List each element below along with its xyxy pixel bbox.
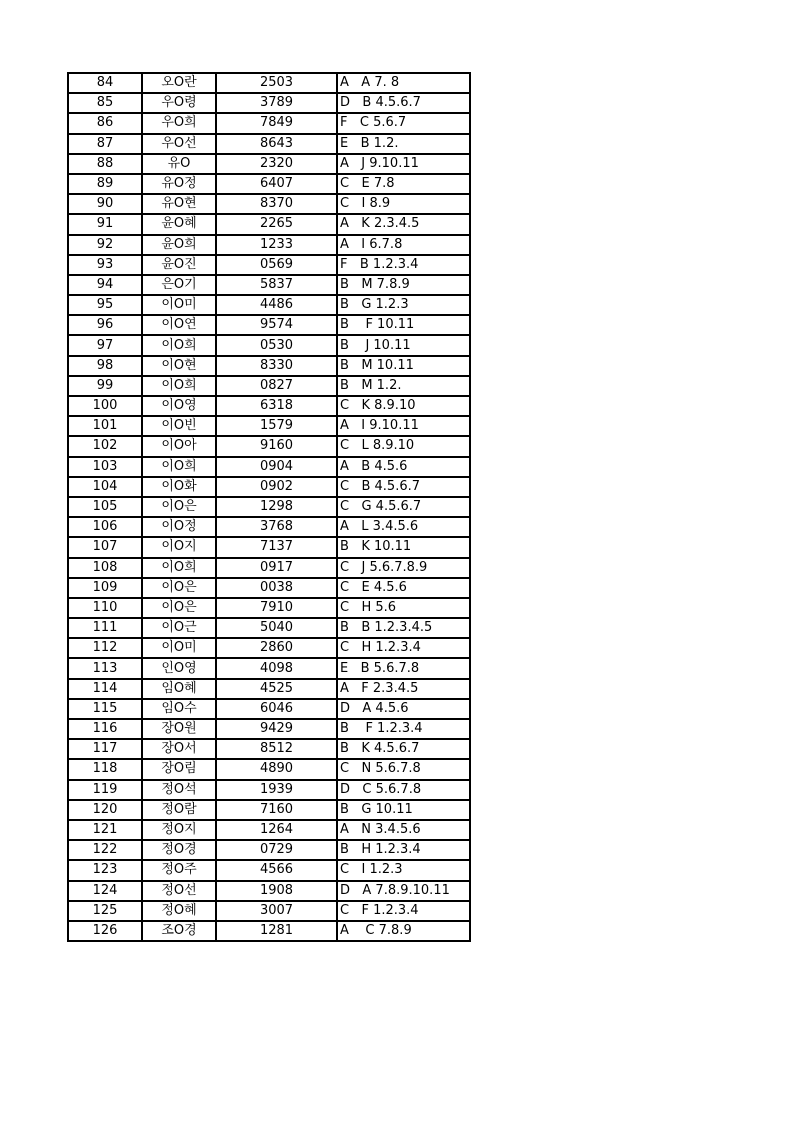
name-cell: 임O혜	[142, 679, 216, 699]
row-number-cell: 102	[68, 436, 142, 456]
code-cell: 9160	[216, 436, 337, 456]
table-row	[68, 214, 470, 234]
code-cell: 0530	[216, 335, 337, 355]
row-number-cell: 107	[68, 537, 142, 557]
group-cell: B F 1.2.3.4	[337, 719, 470, 739]
row-number-cell: 86	[68, 113, 142, 133]
group-cell: E B 1.2.	[337, 134, 470, 154]
table-row	[68, 780, 470, 800]
table-row	[68, 699, 470, 719]
table-row	[68, 194, 470, 214]
name-cell: 유O현	[142, 194, 216, 214]
row-number-cell: 122	[68, 840, 142, 860]
code-cell: 9429	[216, 719, 337, 739]
row-number-cell: 114	[68, 679, 142, 699]
table-row	[68, 275, 470, 295]
row-number-cell: 93	[68, 255, 142, 275]
group-cell: B K 10.11	[337, 537, 470, 557]
code-cell: 8643	[216, 134, 337, 154]
name-cell: 은O기	[142, 275, 216, 295]
code-cell: 2265	[216, 214, 337, 234]
code-cell: 0904	[216, 457, 337, 477]
table-row	[68, 820, 470, 840]
code-cell: 3007	[216, 901, 337, 921]
table-row	[68, 436, 470, 456]
name-cell: 이O은	[142, 598, 216, 618]
row-number-cell: 105	[68, 497, 142, 517]
group-cell: A N 3.4.5.6	[337, 820, 470, 840]
table-row	[68, 638, 470, 658]
code-cell: 4566	[216, 860, 337, 880]
code-cell: 0917	[216, 558, 337, 578]
name-cell: 이O빈	[142, 416, 216, 436]
row-number-cell: 109	[68, 578, 142, 598]
table-row	[68, 497, 470, 517]
group-cell: B B 1.2.3.4.5	[337, 618, 470, 638]
name-cell: 정O혜	[142, 901, 216, 921]
code-cell: 6407	[216, 174, 337, 194]
group-cell: B K 4.5.6.7	[337, 739, 470, 759]
name-cell: 윤O진	[142, 255, 216, 275]
table-row	[68, 578, 470, 598]
group-cell: A L 3.4.5.6	[337, 517, 470, 537]
row-number-cell: 99	[68, 376, 142, 396]
code-cell: 4525	[216, 679, 337, 699]
row-number-cell: 123	[68, 860, 142, 880]
row-number-cell: 89	[68, 174, 142, 194]
code-cell: 4486	[216, 295, 337, 315]
group-cell: B M 1.2.	[337, 376, 470, 396]
code-cell: 5040	[216, 618, 337, 638]
code-cell: 1281	[216, 921, 337, 941]
row-number-cell: 90	[68, 194, 142, 214]
code-cell: 8330	[216, 356, 337, 376]
roster-body	[68, 73, 470, 941]
name-cell: 오O란	[142, 73, 216, 93]
group-cell: E B 5.6.7.8	[337, 658, 470, 678]
name-cell: 정O경	[142, 840, 216, 860]
group-cell: C E 7.8	[337, 174, 470, 194]
group-cell: C H 1.2.3.4	[337, 638, 470, 658]
group-cell: D A 4.5.6	[337, 699, 470, 719]
table-row	[68, 860, 470, 880]
row-number-cell: 94	[68, 275, 142, 295]
code-cell: 7160	[216, 800, 337, 820]
name-cell: 임O수	[142, 699, 216, 719]
row-number-cell: 117	[68, 739, 142, 759]
group-cell: A B 4.5.6	[337, 457, 470, 477]
group-cell: A J 9.10.11	[337, 154, 470, 174]
name-cell: 이O희	[142, 376, 216, 396]
row-number-cell: 87	[68, 134, 142, 154]
code-cell: 9574	[216, 315, 337, 335]
name-cell: 장O원	[142, 719, 216, 739]
name-cell: 장O서	[142, 739, 216, 759]
table-row	[68, 356, 470, 376]
name-cell: 이O지	[142, 537, 216, 557]
table-row	[68, 759, 470, 779]
name-cell: 이O화	[142, 477, 216, 497]
code-cell: 4890	[216, 759, 337, 779]
row-number-cell: 118	[68, 759, 142, 779]
name-cell: 정O주	[142, 860, 216, 880]
row-number-cell: 111	[68, 618, 142, 638]
group-cell: B M 10.11	[337, 356, 470, 376]
name-cell: 윤O희	[142, 235, 216, 255]
code-cell: 1579	[216, 416, 337, 436]
group-cell: C G 4.5.6.7	[337, 497, 470, 517]
group-cell: B H 1.2.3.4	[337, 840, 470, 860]
row-number-cell: 108	[68, 558, 142, 578]
code-cell: 6046	[216, 699, 337, 719]
table-row	[68, 517, 470, 537]
name-cell: 이O정	[142, 517, 216, 537]
code-cell: 1939	[216, 780, 337, 800]
group-cell: C L 8.9.10	[337, 436, 470, 456]
row-number-cell: 115	[68, 699, 142, 719]
group-cell: C K 8.9.10	[337, 396, 470, 416]
name-cell: 유O정	[142, 174, 216, 194]
name-cell: 정O지	[142, 820, 216, 840]
row-number-cell: 110	[68, 598, 142, 618]
group-cell: C B 4.5.6.7	[337, 477, 470, 497]
group-cell: C E 4.5.6	[337, 578, 470, 598]
group-cell: D B 4.5.6.7	[337, 93, 470, 113]
group-cell: A F 2.3.4.5	[337, 679, 470, 699]
table-row	[68, 921, 470, 941]
name-cell: 이O미	[142, 295, 216, 315]
row-number-cell: 98	[68, 356, 142, 376]
group-cell: C F 1.2.3.4	[337, 901, 470, 921]
table-row	[68, 598, 470, 618]
table-row	[68, 457, 470, 477]
name-cell: 우O령	[142, 93, 216, 113]
code-cell: 3768	[216, 517, 337, 537]
row-number-cell: 85	[68, 93, 142, 113]
group-cell: C H 5.6	[337, 598, 470, 618]
row-number-cell: 84	[68, 73, 142, 93]
group-cell: B G 10.11	[337, 800, 470, 820]
row-number-cell: 101	[68, 416, 142, 436]
name-cell: 이O희	[142, 335, 216, 355]
code-cell: 1908	[216, 881, 337, 901]
table-row	[68, 73, 470, 93]
table-row	[68, 477, 470, 497]
code-cell: 4098	[216, 658, 337, 678]
group-cell: A A 7. 8	[337, 73, 470, 93]
name-cell: 정O석	[142, 780, 216, 800]
code-cell: 0038	[216, 578, 337, 598]
group-cell: F B 1.2.3.4	[337, 255, 470, 275]
roster-table	[67, 72, 471, 942]
group-cell: C I 1.2.3	[337, 860, 470, 880]
row-number-cell: 112	[68, 638, 142, 658]
code-cell: 2860	[216, 638, 337, 658]
table-row	[68, 93, 470, 113]
table-row	[68, 295, 470, 315]
row-number-cell: 126	[68, 921, 142, 941]
group-cell: A I 6.7.8	[337, 235, 470, 255]
table-row	[68, 558, 470, 578]
table-row	[68, 719, 470, 739]
table-row	[68, 235, 470, 255]
name-cell: 인O영	[142, 658, 216, 678]
code-cell: 6318	[216, 396, 337, 416]
code-cell: 8370	[216, 194, 337, 214]
code-cell: 5837	[216, 275, 337, 295]
row-number-cell: 91	[68, 214, 142, 234]
row-number-cell: 104	[68, 477, 142, 497]
table-row	[68, 134, 470, 154]
table-row	[68, 679, 470, 699]
row-number-cell: 120	[68, 800, 142, 820]
table-row	[68, 901, 470, 921]
name-cell: 이O은	[142, 578, 216, 598]
group-cell: F C 5.6.7	[337, 113, 470, 133]
name-cell: 이O은	[142, 497, 216, 517]
table-row	[68, 396, 470, 416]
row-number-cell: 121	[68, 820, 142, 840]
name-cell: 우O희	[142, 113, 216, 133]
name-cell: 윤O혜	[142, 214, 216, 234]
code-cell: 0902	[216, 477, 337, 497]
table-row	[68, 315, 470, 335]
name-cell: 이O현	[142, 356, 216, 376]
group-cell: A I 9.10.11	[337, 416, 470, 436]
group-cell: C J 5.6.7.8.9	[337, 558, 470, 578]
group-cell: A C 7.8.9	[337, 921, 470, 941]
row-number-cell: 100	[68, 396, 142, 416]
row-number-cell: 113	[68, 658, 142, 678]
row-number-cell: 124	[68, 881, 142, 901]
code-cell: 8512	[216, 739, 337, 759]
row-number-cell: 125	[68, 901, 142, 921]
table-row	[68, 658, 470, 678]
name-cell: 이O근	[142, 618, 216, 638]
table-row	[68, 840, 470, 860]
table-row	[68, 800, 470, 820]
row-number-cell: 103	[68, 457, 142, 477]
group-cell: C N 5.6.7.8	[337, 759, 470, 779]
name-cell: 이O희	[142, 558, 216, 578]
group-cell: B F 10.11	[337, 315, 470, 335]
name-cell: 조O경	[142, 921, 216, 941]
row-number-cell: 96	[68, 315, 142, 335]
row-number-cell: 95	[68, 295, 142, 315]
group-cell: B M 7.8.9	[337, 275, 470, 295]
table-row	[68, 416, 470, 436]
name-cell: 이O아	[142, 436, 216, 456]
code-cell: 3789	[216, 93, 337, 113]
group-cell: A K 2.3.4.5	[337, 214, 470, 234]
table-row	[68, 739, 470, 759]
table-row	[68, 113, 470, 133]
code-cell: 7137	[216, 537, 337, 557]
name-cell: 정O선	[142, 881, 216, 901]
code-cell: 0729	[216, 840, 337, 860]
group-cell: D C 5.6.7.8	[337, 780, 470, 800]
group-cell: C I 8.9	[337, 194, 470, 214]
group-cell: B G 1.2.3	[337, 295, 470, 315]
name-cell: 이O미	[142, 638, 216, 658]
row-number-cell: 116	[68, 719, 142, 739]
code-cell: 2320	[216, 154, 337, 174]
code-cell: 0569	[216, 255, 337, 275]
name-cell: 정O람	[142, 800, 216, 820]
table-row	[68, 174, 470, 194]
table-row	[68, 154, 470, 174]
code-cell: 0827	[216, 376, 337, 396]
row-number-cell: 92	[68, 235, 142, 255]
table-row	[68, 537, 470, 557]
code-cell: 1298	[216, 497, 337, 517]
code-cell: 7849	[216, 113, 337, 133]
code-cell: 2503	[216, 73, 337, 93]
group-cell: B J 10.11	[337, 335, 470, 355]
code-cell: 1264	[216, 820, 337, 840]
name-cell: 이O희	[142, 457, 216, 477]
table-row	[68, 618, 470, 638]
name-cell: 유O	[142, 154, 216, 174]
group-cell: D A 7.8.9.10.11	[337, 881, 470, 901]
row-number-cell: 119	[68, 780, 142, 800]
table-row	[68, 255, 470, 275]
name-cell: 이O연	[142, 315, 216, 335]
row-number-cell: 106	[68, 517, 142, 537]
name-cell: 우O선	[142, 134, 216, 154]
table-row	[68, 376, 470, 396]
name-cell: 장O림	[142, 759, 216, 779]
table-row	[68, 335, 470, 355]
code-cell: 7910	[216, 598, 337, 618]
row-number-cell: 97	[68, 335, 142, 355]
name-cell: 이O영	[142, 396, 216, 416]
table-row	[68, 881, 470, 901]
code-cell: 1233	[216, 235, 337, 255]
row-number-cell: 88	[68, 154, 142, 174]
